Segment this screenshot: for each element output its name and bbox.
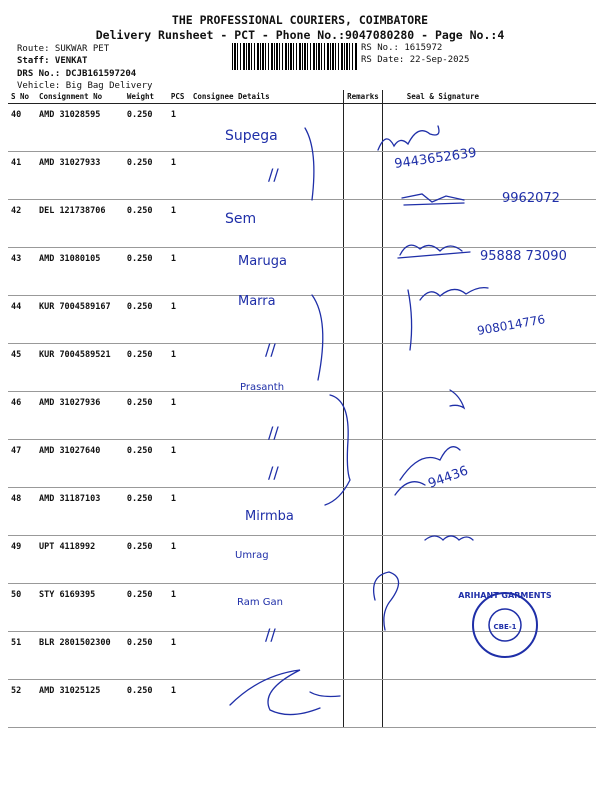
row-consignee (190, 440, 344, 488)
row-weight: 0.250 (124, 584, 168, 632)
row-pcs: 1 (168, 488, 190, 536)
staff-line: Staff: VENKAT (17, 56, 88, 66)
row-consignment: KUR 7004589167 (36, 296, 124, 344)
table-row (8, 536, 596, 584)
row-remarks (344, 536, 383, 584)
runsheet-table (8, 90, 596, 728)
route-line: Route: SUKWAR PET (17, 44, 110, 54)
table-row (8, 632, 596, 680)
hw-name-41: // (268, 165, 279, 184)
row-consignment: KUR 7004589521 (36, 344, 124, 392)
row-remarks (344, 632, 383, 680)
row-seal (382, 344, 596, 392)
row-weight: 0.250 (124, 392, 168, 440)
row-remarks (344, 440, 383, 488)
row-pcs: 1 (168, 392, 190, 440)
row-sno: 41 (8, 152, 36, 200)
hw-phone-1: 9443652639 (393, 145, 478, 172)
row-remarks (344, 488, 383, 536)
stamp-city: CBE-1 (493, 623, 517, 631)
hw-name-43: Maruga (238, 254, 287, 269)
row-weight: 0.250 (124, 152, 168, 200)
row-pcs: 1 (168, 104, 190, 152)
barcode (232, 43, 357, 70)
row-consignment: AMD 31187103 (36, 488, 124, 536)
row-consignment: AMD 31027936 (36, 392, 124, 440)
table-row (8, 248, 596, 296)
hw-phone-3: 95888 73090 (480, 249, 567, 264)
table-row (8, 680, 596, 728)
row-pcs: 1 (168, 536, 190, 584)
hw-name-49: Mirmba (245, 509, 294, 524)
hw-name-46: Prasanth (240, 382, 285, 393)
row-consignee (190, 488, 344, 536)
table-row (8, 152, 596, 200)
row-weight: 0.250 (124, 440, 168, 488)
table-row (8, 584, 596, 632)
row-consignee (190, 536, 344, 584)
row-seal (382, 296, 596, 344)
row-consignment: AMD 31027640 (36, 440, 124, 488)
table-row (8, 104, 596, 152)
row-remarks (344, 104, 383, 152)
vehicle-line: Vehicle: Big Bag Delivery (17, 81, 153, 91)
row-remarks (344, 344, 383, 392)
hw-name-52: // (265, 625, 276, 644)
row-pcs: 1 (168, 248, 190, 296)
hw-name-50: Umrag (235, 550, 269, 561)
hw-phone-5: 94436 (426, 463, 471, 492)
row-remarks (344, 680, 383, 728)
hw-name-48: // (268, 463, 279, 482)
row-sno: 52 (8, 680, 36, 728)
row-seal (382, 248, 596, 296)
col-remarks: Remarks (344, 90, 383, 104)
row-consignment: AMD 31028595 (36, 104, 124, 152)
row-weight: 0.250 (124, 296, 168, 344)
row-seal (382, 680, 596, 728)
rs-date: RS Date: 22-Sep-2025 (361, 55, 470, 65)
row-weight: 0.250 (124, 344, 168, 392)
col-sno: S No (8, 90, 36, 104)
row-seal (382, 392, 596, 440)
col-consignee: Consignee Details (190, 90, 344, 104)
table-header-row (8, 90, 596, 104)
table-row (8, 392, 596, 440)
row-seal (382, 440, 596, 488)
row-consignee (190, 248, 344, 296)
row-consignee (190, 584, 344, 632)
row-sno: 44 (8, 296, 36, 344)
row-pcs: 1 (168, 632, 190, 680)
row-consignee (190, 296, 344, 344)
col-pcs: PCS (168, 90, 190, 104)
row-consignment: UPT 4118992 (36, 536, 124, 584)
hw-name-47: // (268, 423, 279, 442)
row-sno: 48 (8, 488, 36, 536)
row-consignment: DEL 121738706 (36, 200, 124, 248)
row-weight: 0.250 (124, 488, 168, 536)
row-seal (382, 152, 596, 200)
row-seal (382, 104, 596, 152)
hw-name-51: Ram Gan (237, 597, 283, 608)
row-consignee (190, 392, 344, 440)
row-pcs: 1 (168, 440, 190, 488)
row-consignee (190, 200, 344, 248)
row-pcs: 1 (168, 296, 190, 344)
row-consignee (190, 104, 344, 152)
row-sno: 42 (8, 200, 36, 248)
row-sno: 47 (8, 440, 36, 488)
row-remarks (344, 248, 383, 296)
row-pcs: 1 (168, 584, 190, 632)
row-consignee (190, 344, 344, 392)
col-weight: Weight (124, 90, 168, 104)
row-sno: 46 (8, 392, 36, 440)
row-remarks (344, 296, 383, 344)
row-consignment: AMD 31080105 (36, 248, 124, 296)
row-weight: 0.250 (124, 104, 168, 152)
row-sno: 49 (8, 536, 36, 584)
hw-phone-4: 908014776 (476, 312, 547, 338)
row-consignee (190, 152, 344, 200)
row-sno: 50 (8, 584, 36, 632)
row-weight: 0.250 (124, 632, 168, 680)
hw-name-44: Marra (238, 294, 276, 309)
row-weight: 0.250 (124, 248, 168, 296)
table-row (8, 488, 596, 536)
row-pcs: 1 (168, 200, 190, 248)
company-title: THE PROFESSIONAL COURIERS, COIMBATORE (171, 13, 429, 27)
row-seal (382, 632, 596, 680)
row-sno: 51 (8, 632, 36, 680)
col-seal: Seal & Signature (382, 90, 596, 104)
hw-name-45: // (265, 340, 276, 359)
row-sno: 40 (8, 104, 36, 152)
row-sno: 45 (8, 344, 36, 392)
table-row (8, 344, 596, 392)
drs-line: DRS No.: DCJB161597204 (17, 69, 137, 79)
row-pcs: 1 (168, 680, 190, 728)
row-consignment: BLR 2801502300 (36, 632, 124, 680)
row-consignee (190, 680, 344, 728)
stamp-text: ARIHANT GARMENTS (458, 591, 552, 600)
runsheet-subtitle: Delivery Runsheet - PCT - Phone No.:9047080280 - Page No.:4 (95, 28, 505, 42)
row-consignment: AMD 31027933 (36, 152, 124, 200)
row-consignment: STY 6169395 (36, 584, 124, 632)
table-row (8, 296, 596, 344)
row-weight: 0.250 (124, 200, 168, 248)
row-seal (382, 536, 596, 584)
row-consignee (190, 632, 344, 680)
row-seal (382, 488, 596, 536)
row-remarks (344, 200, 383, 248)
row-weight: 0.250 (124, 536, 168, 584)
row-consignment: AMD 31025125 (36, 680, 124, 728)
hw-phone-2: 9962072 (502, 191, 560, 206)
row-remarks (344, 584, 383, 632)
row-seal (382, 584, 596, 632)
row-pcs: 1 (168, 344, 190, 392)
row-sno: 43 (8, 248, 36, 296)
row-remarks (344, 392, 383, 440)
row-pcs: 1 (168, 152, 190, 200)
table-row (8, 200, 596, 248)
rs-number: RS No.: 1615972 (361, 43, 443, 53)
hw-name-42: Sem (225, 211, 257, 227)
row-remarks (344, 152, 383, 200)
hw-name-40: Supega (225, 128, 278, 144)
row-weight: 0.250 (124, 680, 168, 728)
table-row (8, 440, 596, 488)
row-seal (382, 200, 596, 248)
col-consignment: Consignment No (36, 90, 124, 104)
